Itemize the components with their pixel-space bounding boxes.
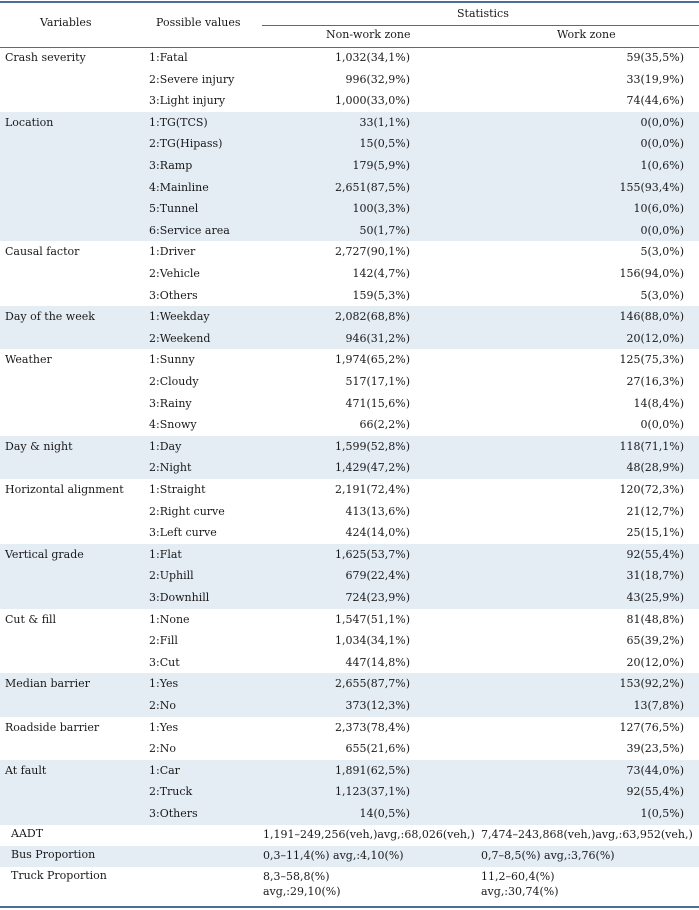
non-work-zone-cell: 1,123(37,1%)	[334, 785, 410, 799]
cell-line: 0,7–8,5(%) avg,:3,76(%)	[481, 848, 615, 862]
possible-value: 3:Others	[149, 288, 198, 302]
non-work-zone-cell: 2,651(87,5%)	[334, 180, 410, 194]
non-work-zone-cell: 33(1,1%)	[359, 115, 410, 129]
variable-name: AADT	[11, 826, 44, 840]
non-work-zone-cell	[263, 869, 341, 899]
variable-group	[0, 112, 699, 242]
possible-value: 1:Weekday	[149, 310, 210, 324]
non-work-zone-cell: 142(4,7%)	[352, 266, 410, 280]
variable-name: Vertical grade	[5, 547, 84, 561]
work-zone-cell: 73(44,0%)	[626, 763, 684, 777]
possible-value: 2:Vehicle	[149, 266, 200, 280]
non-work-zone-cell: 1,034(34,1%)	[334, 634, 410, 648]
possible-value: 1:Yes	[149, 677, 179, 691]
non-work-zone-cell: 15(0,5%)	[359, 137, 410, 151]
header-statistics: Statistics	[457, 7, 509, 20]
possible-value: 1:Yes	[149, 720, 179, 734]
variable-name: Crash severity	[5, 51, 86, 64]
work-zone-cell: 153(92,2%)	[619, 677, 684, 691]
table-row	[0, 652, 699, 674]
variable-group	[0, 479, 699, 544]
table-row	[0, 285, 699, 307]
table-row	[0, 69, 699, 91]
possible-value: 2:Fill	[149, 634, 178, 648]
header-variables: Variables	[40, 16, 92, 29]
table-row	[0, 414, 699, 436]
work-zone-cell: 0(0,0%)	[640, 115, 684, 129]
non-work-zone-cell: 100(3,3%)	[352, 202, 410, 216]
non-work-zone-cell: 724(23,9%)	[345, 590, 410, 604]
possible-value: 3:Left curve	[149, 526, 217, 540]
table-row	[0, 436, 699, 458]
variable-name: Location	[5, 115, 54, 129]
table-row	[0, 544, 699, 566]
variable-name: Weather	[5, 353, 52, 367]
possible-value: 2:Cloudy	[149, 374, 199, 388]
variable-group	[0, 609, 699, 674]
variable-group	[0, 544, 699, 609]
work-zone-cell: 125(75,3%)	[619, 353, 684, 367]
non-work-zone-cell	[263, 848, 404, 863]
work-zone-cell: 21(12,7%)	[626, 504, 684, 518]
non-work-zone-cell: 1,547(51,1%)	[334, 612, 410, 626]
table-row	[0, 198, 699, 220]
possible-value: 3:Downhill	[149, 590, 210, 604]
table-row	[0, 263, 699, 285]
table-row	[0, 328, 699, 350]
variable-name: Median barrier	[5, 677, 90, 691]
work-zone-cell: 5(3,0%)	[640, 245, 684, 259]
table-row	[0, 241, 699, 263]
possible-value: 1:Straight	[149, 483, 206, 496]
non-work-zone-cell	[263, 827, 475, 842]
work-zone-cell: 39(23,5%)	[626, 742, 684, 756]
summary-row	[0, 867, 699, 901]
variable-group	[0, 436, 699, 479]
possible-value: 1:Sunny	[149, 353, 195, 367]
table-row	[0, 479, 699, 501]
possible-value: 1:Driver	[149, 245, 196, 259]
work-zone-cell: 5(3,0%)	[640, 288, 684, 302]
work-zone-cell: 20(12,0%)	[626, 655, 684, 669]
table-row	[0, 112, 699, 134]
possible-value: 2:Truck	[149, 785, 193, 799]
work-zone-cell: 14(8,4%)	[633, 396, 684, 410]
variable-name: Day & night	[5, 439, 73, 453]
table-row	[0, 155, 699, 177]
table-row	[0, 47, 699, 69]
possible-value: 1:Flat	[149, 547, 182, 561]
variable-name: At fault	[5, 763, 47, 777]
cell-line: avg,:30,74(%)	[481, 884, 559, 898]
work-zone-cell: 146(88,0%)	[619, 310, 684, 324]
work-zone-cell: 33(19,9%)	[626, 72, 684, 86]
work-zone-cell: 20(12,0%)	[626, 331, 684, 345]
table-bottom-rule	[0, 906, 699, 908]
non-work-zone-cell: 2,655(87,7%)	[334, 677, 410, 691]
table-row	[0, 781, 699, 803]
work-zone-cell: 1(0,6%)	[640, 158, 684, 172]
variable-group	[0, 717, 699, 760]
work-zone-cell: 43(25,9%)	[626, 590, 684, 604]
work-zone-cell: 0(0,0%)	[640, 137, 684, 151]
work-zone-cell: 0(0,0%)	[640, 223, 684, 237]
variable-group	[0, 673, 699, 716]
work-zone-cell: 10(6,0%)	[633, 202, 684, 216]
cell-line: 8,3–58,8(%)	[263, 869, 330, 883]
non-work-zone-cell: 679(22,4%)	[345, 569, 410, 583]
work-zone-cell: 1(0,5%)	[640, 806, 684, 820]
possible-value: 1:TG(TCS)	[149, 115, 208, 129]
work-zone-cell: 92(55,4%)	[626, 547, 684, 561]
possible-value: 2:TG(Hipass)	[149, 137, 223, 151]
possible-value: 5:Tunnel	[149, 202, 199, 216]
work-zone-cell: 25(15,1%)	[626, 526, 684, 540]
table-row	[0, 90, 699, 112]
possible-value: 4:Snowy	[149, 418, 197, 432]
variable-group	[0, 760, 699, 825]
non-work-zone-cell: 413(13,6%)	[345, 504, 410, 518]
non-work-zone-cell: 517(17,1%)	[345, 374, 410, 388]
possible-value: 1:Day	[149, 439, 182, 453]
variable-name: Cut & fill	[5, 612, 57, 626]
possible-value: 3:Rainy	[149, 396, 192, 410]
work-zone-cell	[481, 827, 693, 842]
work-zone-cell	[481, 869, 559, 899]
work-zone-cell: 0(0,0%)	[640, 418, 684, 432]
work-zone-cell: 31(18,7%)	[626, 569, 684, 583]
table-row	[0, 393, 699, 415]
table-row	[0, 501, 699, 523]
header-sub-rule	[262, 25, 699, 26]
header-non-work-zone: Non-work zone	[326, 28, 411, 41]
non-work-zone-cell: 471(15,6%)	[345, 396, 410, 410]
non-work-zone-cell: 66(2,2%)	[359, 418, 410, 432]
work-zone-cell: 81(48,8%)	[626, 612, 684, 626]
work-zone-cell: 155(93,4%)	[619, 180, 684, 194]
table-row	[0, 630, 699, 652]
summary-row	[0, 825, 699, 846]
work-zone-cell	[481, 848, 615, 863]
variable-name: Bus Proportion	[11, 847, 96, 861]
work-zone-cell: 48(28,9%)	[626, 461, 684, 475]
possible-value: 4:Mainline	[149, 180, 209, 194]
non-work-zone-cell: 1,032(34,1%)	[334, 51, 410, 64]
non-work-zone-cell: 1,625(53,7%)	[334, 547, 410, 561]
non-work-zone-cell: 179(5,9%)	[352, 158, 410, 172]
table-row	[0, 133, 699, 155]
non-work-zone-cell: 1,000(33,0%)	[334, 94, 410, 108]
table-row	[0, 306, 699, 328]
work-zone-cell: 13(7,8%)	[633, 698, 684, 712]
non-work-zone-cell: 1,429(47,2%)	[334, 461, 410, 475]
possible-value: 2:Uphill	[149, 569, 194, 583]
table-row	[0, 587, 699, 609]
non-work-zone-cell: 159(5,3%)	[352, 288, 410, 302]
work-zone-cell: 120(72,3%)	[619, 483, 684, 496]
table-row	[0, 803, 699, 825]
possible-value: 2:No	[149, 742, 176, 756]
variable-name: Roadside barrier	[5, 720, 100, 734]
table-row	[0, 522, 699, 544]
non-work-zone-cell: 1,599(52,8%)	[334, 439, 410, 453]
table-row	[0, 457, 699, 479]
table-row	[0, 177, 699, 199]
possible-value: 3:Others	[149, 806, 198, 820]
variable-group	[0, 241, 699, 306]
work-zone-cell: 127(76,5%)	[619, 720, 684, 734]
non-work-zone-cell: 2,082(68,8%)	[334, 310, 410, 324]
table-row	[0, 717, 699, 739]
non-work-zone-cell: 996(32,9%)	[345, 72, 410, 86]
header-possible-values: Possible values	[156, 16, 241, 29]
summary-row	[0, 846, 699, 867]
possible-value: 1:None	[149, 612, 190, 626]
table-row	[0, 609, 699, 631]
non-work-zone-cell: 50(1,7%)	[359, 223, 410, 237]
non-work-zone-cell: 2,373(78,4%)	[334, 720, 410, 734]
possible-value: 2:Right curve	[149, 504, 225, 518]
work-zone-cell: 65(39,2%)	[626, 634, 684, 648]
work-zone-cell: 27(16,3%)	[626, 374, 684, 388]
variable-name: Truck Proportion	[11, 868, 107, 882]
non-work-zone-cell: 373(12,3%)	[345, 698, 410, 712]
possible-value: 3:Ramp	[149, 158, 193, 172]
table-row	[0, 695, 699, 717]
table-row	[0, 371, 699, 393]
work-zone-cell: 92(55,4%)	[626, 785, 684, 799]
variable-name: Causal factor	[5, 245, 80, 259]
work-zone-cell: 74(44,6%)	[626, 94, 684, 108]
non-work-zone-cell: 14(0,5%)	[359, 806, 410, 820]
non-work-zone-cell: 1,891(62,5%)	[334, 763, 410, 777]
variable-name: Day of the week	[5, 310, 95, 324]
table-row	[0, 565, 699, 587]
table-row	[0, 349, 699, 371]
possible-value: 2:Severe injury	[149, 72, 235, 86]
table-row	[0, 673, 699, 695]
non-work-zone-cell: 1,974(65,2%)	[334, 353, 410, 367]
possible-value: 2:No	[149, 698, 176, 712]
non-work-zone-cell: 655(21,6%)	[345, 742, 410, 756]
non-work-zone-cell: 424(14,0%)	[345, 526, 410, 540]
possible-value: 3:Cut	[149, 655, 180, 669]
possible-value: 1:Fatal	[149, 51, 188, 64]
variable-group	[0, 47, 699, 112]
non-work-zone-cell: 447(14,8%)	[345, 655, 410, 669]
possible-value: 2:Night	[149, 461, 192, 475]
table-header	[0, 0, 699, 47]
work-zone-cell: 118(71,1%)	[619, 439, 684, 453]
variable-group	[0, 349, 699, 435]
variable-group	[0, 306, 699, 349]
possible-value: 1:Car	[149, 763, 180, 777]
cell-line: avg,:29,10(%)	[263, 884, 341, 898]
cell-line: 7,474–243,868(veh,)avg,:63,952(veh,)	[481, 827, 693, 841]
variable-name: Horizontal alignment	[5, 483, 124, 496]
cell-line: 0,3–11,4(%) avg,:4,10(%)	[263, 848, 404, 862]
table-row	[0, 220, 699, 242]
non-work-zone-cell: 2,727(90,1%)	[334, 245, 410, 259]
non-work-zone-cell: 2,191(72,4%)	[334, 483, 410, 496]
table-row	[0, 738, 699, 760]
possible-value: 3:Light injury	[149, 94, 226, 108]
work-zone-cell: 156(94,0%)	[619, 266, 684, 280]
work-zone-cell: 59(35,5%)	[626, 51, 684, 64]
possible-value: 2:Weekend	[149, 331, 211, 345]
cell-line: 11,2–60,4(%)	[481, 869, 555, 883]
table-row	[0, 760, 699, 782]
non-work-zone-cell: 946(31,2%)	[345, 331, 410, 345]
possible-value: 6:Service area	[149, 223, 230, 237]
header-work-zone: Work zone	[557, 28, 616, 41]
cell-line: 1,191–249,256(veh,)avg,:68,026(veh,)	[263, 827, 475, 841]
